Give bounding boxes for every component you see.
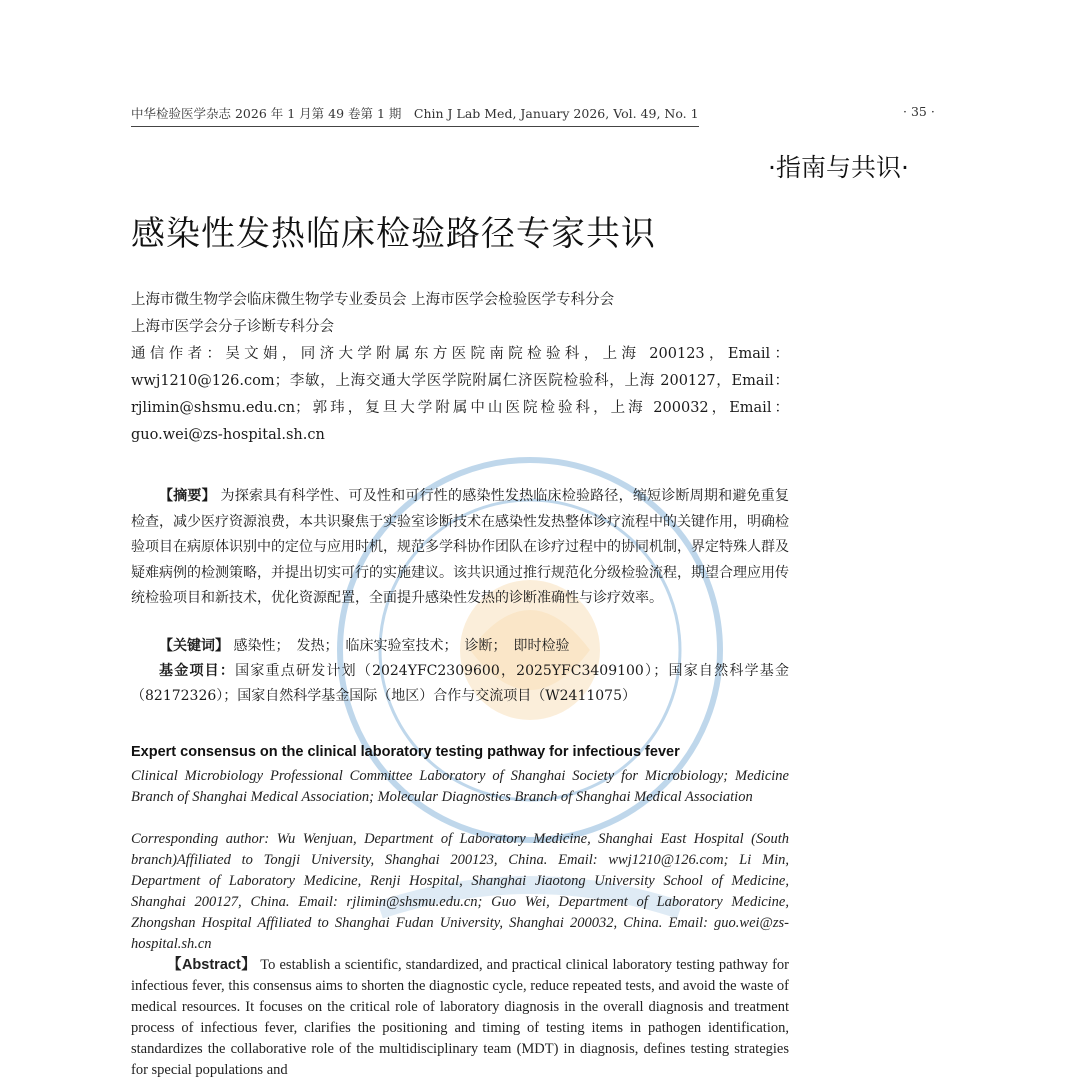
- affiliations-en: Clinical Microbiology Professional Committee Laboratory of Shanghai Society for Microbiology; Medicine Branch of Shanghai Medical Association; Molecular Diagnostics Branch of Shanghai Medical Association: [131, 768, 789, 805]
- article-title-cn: 感染性发热临床检验路径专家共识: [131, 214, 656, 254]
- section-label: ·指南与共识·: [768, 153, 909, 182]
- corresponding-authors-cn: 通信作者：吴文娟，同济大学附属东方医院南院检验科，上海 200123，Email：wwj1210@126.com；李敏，上海交通大学医学院附属仁济医院检验科，上海 200127，Email：rjlimin@shsmu.edu.cn；郭玮，复旦大学附属中山医院检验科，上海 200032，Email：guo.wei@zs-hospital.sh.cn: [131, 346, 789, 443]
- keywords-cn: [131, 634, 789, 659]
- funding-cn: [131, 659, 789, 709]
- affiliations-cn: [131, 287, 789, 449]
- abstract-cn-label: 【摘要】: [159, 488, 216, 504]
- abstract-en-text: To establish a scientific, standardized, and practical clinical laboratory testing pathway for infectious fever, this consensus aims to shorten the diagnostic cycle, reduce repeated tests, and avoid the waste of medical resources. It focuses on the critical role of laboratory diagnosis in the overall diagnosis and treatment process of infectious fever, clarifies the positioning and timing of testing items in pathogen identification, standardizes the collaborative role of the multidisciplinary team (MDT) in diagnosis, defines testing strategies for special populations and: [131, 957, 790, 1078]
- affiliation-line-1: 上海市微生物学会临床微生物学专业委员会 上海市医学会检验医学专科分会: [131, 292, 615, 308]
- funding-cn-text: 国家重点研发计划（2024YFC2309600，2025YFC3409100）；国家自然科学基金（82172326）；国家自然科学基金国际（地区）合作与交流项目（W2411075）: [131, 663, 790, 704]
- article-title-en: Expert consensus on the clinical laboratory testing pathway for infectious fever: [131, 744, 680, 760]
- keywords-cn-label: 【关键词】: [159, 638, 229, 654]
- page-number: · 35 ·: [903, 104, 935, 119]
- abstract-en-label: 【Abstract】: [167, 957, 257, 973]
- abstract-cn: [131, 484, 789, 612]
- affiliation-line-2: 上海市医学会分子诊断专科分会: [131, 319, 334, 335]
- abstract-en: [131, 955, 789, 1081]
- keywords-cn-text: 感染性； 发热； 临床实验室技术； 诊断； 即时检验: [229, 638, 570, 654]
- corresponding-authors-en: Corresponding author: Wu Wenjuan, Department of Laboratory Medicine, Shanghai East Hospital (South branch)Affiliated to Tongji University, Shanghai 200123, China. Email: wwj1210@126.com; Li Min, Department of Laboratory Medicine, Renji Hospital, Shanghai Jiaotong University School of Medicine, Shanghai 200127, China. Email: rjlimin@shsmu.edu.cn; Guo Wei, Department of Laboratory Medicine, Zhongshan Hospital Affiliated to Shanghai Fudan University, Shanghai 200032, China. Email: guo.wei@zs-hospital.sh.cn: [131, 831, 789, 952]
- abstract-cn-text: 为探索具有科学性、可及性和可行性的感染性发热临床检验路径，缩短诊断周期和避免重复检查，减少医疗资源浪费，本共识聚焦于实验室诊断技术在感染性发热整体诊疗流程中的关键作用，明确检验项目在病原体识别中的定位与应用时机，规范多学科协作团队在诊疗过程中的协同机制，界定特殊人群及疑难病例的检测策略，并提出切实可行的实施建议。该共识通过推行规范化分级检验流程，期望合理应用传统检验项目和新技术，优化资源配置，全面提升感染性发热的诊断准确性与诊疗效率。: [131, 488, 790, 606]
- running-head: 中华检验医学杂志 2026 年 1 月第 49 卷第 1 期 Chin J Lab Med, January 2026, Vol. 49, No. 1: [131, 104, 699, 127]
- funding-cn-label: 基金项目：: [159, 663, 236, 679]
